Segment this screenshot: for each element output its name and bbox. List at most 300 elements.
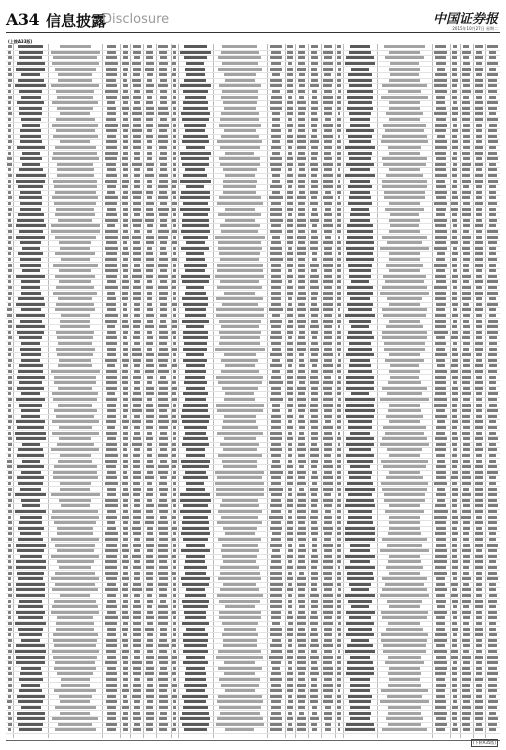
table-cell — [349, 196, 371, 199]
table-cell — [15, 510, 45, 513]
table-cell — [53, 639, 97, 642]
table-cell — [269, 381, 283, 384]
table-cell — [311, 577, 317, 580]
table-cell — [133, 269, 141, 272]
table-cell — [8, 129, 11, 132]
table-cell — [311, 678, 317, 681]
table-cell — [57, 174, 94, 177]
table-cell — [105, 219, 119, 222]
table-cell — [183, 605, 208, 608]
table-cell — [324, 538, 331, 541]
table-cell — [476, 196, 482, 199]
table-cell — [312, 471, 317, 474]
table-cell — [463, 544, 470, 547]
table-cell — [147, 129, 152, 132]
table-cell — [158, 370, 169, 373]
table-cell — [19, 51, 43, 54]
table-cell — [462, 112, 470, 115]
table-cell — [146, 689, 154, 692]
table-cell — [123, 684, 128, 687]
table-cell — [324, 336, 332, 339]
table-cell — [270, 247, 282, 250]
table-cell — [271, 426, 282, 429]
table-cell — [59, 426, 92, 429]
table-cell — [338, 252, 341, 255]
table-cell — [181, 415, 211, 418]
table-cell — [287, 678, 293, 681]
table-cell — [133, 84, 141, 87]
table-cell — [435, 230, 447, 233]
table-cell — [487, 544, 498, 547]
table-cell — [288, 364, 293, 367]
table-cell — [310, 376, 318, 379]
table-cell — [146, 706, 153, 709]
table-cell — [52, 650, 99, 653]
table-cell — [223, 101, 257, 104]
table-cell — [462, 336, 470, 339]
table-cell — [134, 706, 140, 709]
table-cell — [299, 488, 305, 491]
table-cell — [489, 376, 497, 379]
table-cell — [437, 499, 445, 502]
table-cell — [388, 381, 420, 384]
table-cell — [172, 656, 176, 659]
table-cell — [220, 146, 260, 149]
table-cell — [270, 504, 283, 507]
table-cell — [220, 336, 260, 339]
table-cell — [272, 174, 281, 177]
table-cell — [451, 583, 458, 586]
table-cell — [8, 437, 12, 440]
table-cell — [288, 560, 292, 563]
table-cell — [488, 644, 498, 647]
table-cell — [220, 504, 259, 507]
table-cell — [272, 549, 280, 552]
table-cell — [463, 555, 470, 558]
table-cell — [297, 695, 306, 698]
table-cell — [22, 163, 40, 166]
table-cell — [159, 62, 168, 65]
table-cell — [270, 107, 282, 110]
table-cell — [105, 566, 117, 569]
table-cell — [338, 650, 341, 653]
table-cell — [18, 252, 43, 255]
table-cell — [349, 157, 371, 160]
table-cell — [346, 387, 374, 390]
table-cell — [346, 611, 375, 614]
table-cell — [107, 45, 116, 48]
table-cell — [350, 689, 370, 692]
table-cell — [134, 723, 141, 726]
table-cell — [476, 236, 482, 239]
table-cell — [158, 140, 168, 143]
table-cell — [463, 96, 469, 99]
table-cell — [311, 269, 317, 272]
table-cell — [452, 387, 458, 390]
table-cell — [159, 292, 168, 295]
table-cell — [123, 348, 127, 351]
table-cell — [173, 437, 177, 440]
table-cell — [476, 331, 482, 334]
table-cell — [489, 348, 497, 351]
table-cell — [217, 264, 262, 267]
table-cell — [489, 712, 497, 715]
table-cell — [287, 415, 293, 418]
table-cell — [337, 499, 341, 502]
table-cell — [158, 555, 168, 558]
table-cell — [270, 471, 283, 474]
table-cell — [271, 499, 281, 502]
table-cell — [436, 678, 445, 681]
table-cell — [52, 62, 99, 65]
table-cell — [159, 129, 167, 132]
table-cell — [463, 583, 469, 586]
table-cell — [107, 392, 115, 395]
table-cell — [388, 409, 420, 412]
table-cell — [8, 331, 11, 334]
table-cell — [158, 286, 168, 289]
table-cell — [183, 101, 207, 104]
table-cell — [288, 493, 292, 496]
table-cell — [173, 308, 176, 311]
table-cell — [123, 448, 127, 451]
table-cell — [463, 633, 470, 636]
table-cell — [22, 460, 40, 463]
table-cell — [298, 549, 306, 552]
table-cell — [383, 644, 425, 647]
table-cell — [385, 129, 423, 132]
table-cell — [15, 650, 46, 653]
table-cell — [160, 628, 167, 631]
table-cell — [122, 292, 128, 295]
table-cell — [159, 191, 167, 194]
table-cell — [476, 684, 482, 687]
table-cell — [389, 353, 420, 356]
table-cell — [349, 342, 371, 345]
table-cell — [186, 656, 205, 659]
table-cell — [159, 684, 168, 687]
table-cell — [158, 124, 169, 127]
table-cell — [159, 51, 167, 54]
table-cell — [160, 252, 167, 255]
table-cell — [337, 538, 341, 541]
table-cell — [337, 129, 340, 132]
table-cell — [147, 96, 152, 99]
table-cell — [347, 230, 373, 233]
table-cell — [159, 700, 168, 703]
table-cell — [287, 359, 294, 362]
table-cell — [389, 516, 419, 519]
table-cell — [173, 56, 176, 59]
table-cell — [147, 594, 152, 597]
table-cell — [312, 482, 317, 485]
table-cell — [434, 51, 447, 54]
table-cell — [159, 297, 167, 300]
table-cell — [222, 387, 258, 390]
table-cell — [435, 566, 446, 569]
table-cell — [56, 628, 94, 631]
table-cell — [105, 236, 118, 239]
table-cell — [220, 280, 259, 283]
table-cell — [435, 45, 446, 48]
table-cell — [487, 236, 497, 239]
table-cell — [310, 84, 319, 87]
table-cell — [55, 728, 96, 731]
table-cell — [487, 118, 497, 121]
table-cell — [270, 230, 282, 233]
table-cell — [147, 684, 153, 687]
table-cell — [133, 124, 142, 127]
table-cell — [288, 639, 292, 642]
table-cell — [172, 538, 176, 541]
table-cell — [56, 622, 94, 625]
table-cell — [345, 555, 376, 558]
table-cell — [452, 398, 458, 401]
table-cell — [147, 443, 152, 446]
table-cell — [381, 633, 428, 636]
table-cell — [287, 51, 292, 54]
table-cell — [287, 656, 293, 659]
table-cell — [384, 191, 425, 194]
table-cell — [8, 303, 11, 306]
table-cell — [463, 437, 470, 440]
table-cell — [173, 146, 176, 149]
table-cell — [389, 51, 419, 54]
table-cell — [184, 342, 207, 345]
table-cell — [288, 443, 292, 446]
table-cell — [338, 728, 341, 731]
table-cell — [475, 387, 482, 390]
table-cell — [452, 303, 458, 306]
table-cell — [452, 331, 458, 334]
table-cell — [8, 656, 11, 659]
table-cell — [488, 717, 498, 720]
table-cell — [435, 387, 446, 390]
table-cell — [217, 717, 264, 720]
table-cell — [16, 303, 45, 306]
table-cell — [346, 129, 375, 132]
table-cell — [8, 68, 12, 71]
table-cell — [19, 196, 42, 199]
table-cell — [133, 208, 140, 211]
table-cell — [385, 56, 423, 59]
table-cell — [382, 331, 428, 334]
table-cell — [298, 476, 305, 479]
table-cell — [311, 510, 318, 513]
table-cell — [216, 493, 264, 496]
table-cell — [453, 308, 457, 311]
table-cell — [217, 286, 262, 289]
table-cell — [8, 51, 11, 54]
table-cell — [58, 219, 93, 222]
table-cell — [287, 219, 293, 222]
table-cell — [324, 129, 332, 132]
table-cell — [107, 325, 115, 328]
table-cell — [453, 723, 457, 726]
table-cell — [181, 577, 210, 580]
table-cell — [17, 376, 45, 379]
table-cell — [435, 353, 447, 356]
table-cell — [389, 667, 420, 670]
table-cell — [287, 107, 294, 110]
table-cell — [147, 622, 153, 625]
table-cell — [453, 45, 457, 48]
table-cell — [107, 191, 115, 194]
table-cell — [51, 516, 99, 519]
table-cell — [185, 672, 206, 675]
table-cell — [463, 387, 470, 390]
table-cell — [183, 303, 208, 306]
table-cell — [107, 168, 116, 171]
table-cell — [475, 163, 484, 166]
table-cell — [463, 135, 470, 138]
table-cell — [310, 689, 318, 692]
table-cell — [223, 527, 256, 530]
table-cell — [172, 381, 176, 384]
table-cell — [58, 79, 92, 82]
table-cell — [489, 594, 497, 597]
table-cell — [173, 616, 176, 619]
table-cell — [452, 415, 456, 418]
table-cell — [133, 667, 141, 670]
table-cell — [106, 118, 116, 121]
table-cell — [436, 213, 445, 216]
table-cell — [60, 700, 91, 703]
table-cell — [105, 202, 117, 205]
table-cell — [436, 695, 445, 698]
table-cell — [383, 275, 426, 278]
table-cell — [463, 224, 470, 227]
table-cell — [159, 695, 168, 698]
table-cell — [219, 157, 260, 160]
table-cell — [147, 320, 153, 323]
table-cell — [475, 426, 483, 429]
table-cell — [311, 68, 317, 71]
table-cell — [122, 689, 128, 692]
table-cell — [475, 678, 483, 681]
table-cell — [337, 510, 341, 513]
table-cell — [272, 180, 280, 183]
table-cell — [122, 107, 128, 110]
table-cell — [323, 482, 334, 485]
table-cell — [134, 650, 141, 653]
table-cell — [436, 717, 446, 720]
table-cell — [487, 672, 497, 675]
table-cell — [220, 712, 260, 715]
table-cell — [452, 628, 458, 631]
table-cell — [270, 577, 282, 580]
table-cell — [123, 101, 128, 104]
table-cell — [132, 275, 141, 278]
table-cell — [146, 667, 154, 670]
table-cell — [311, 443, 317, 446]
table-cell — [183, 331, 207, 334]
table-cell — [172, 527, 176, 530]
table-cell — [452, 600, 458, 603]
table-cell — [389, 219, 420, 222]
table-cell — [349, 51, 371, 54]
table-cell — [159, 639, 167, 642]
table-cell — [270, 157, 282, 160]
table-cell — [462, 689, 470, 692]
table-cell — [134, 426, 140, 429]
table-cell — [436, 493, 446, 496]
table-cell — [270, 437, 281, 440]
table-cell — [324, 454, 331, 457]
table-cell — [436, 628, 445, 631]
table-cell — [350, 678, 370, 681]
table-cell — [346, 241, 375, 244]
table-cell — [436, 62, 446, 65]
table-cell — [298, 325, 306, 328]
table-cell — [436, 527, 446, 530]
table-cell — [272, 404, 280, 407]
table-cell — [173, 471, 177, 474]
table-cell — [462, 600, 471, 603]
table-cell — [159, 387, 168, 390]
table-cell — [173, 712, 176, 715]
table-cell — [8, 549, 12, 552]
table-cell — [107, 583, 116, 586]
table-cell — [57, 96, 93, 99]
table-cell — [158, 616, 168, 619]
table-cell — [347, 292, 372, 295]
table-cell — [311, 611, 317, 614]
table-cell — [159, 426, 168, 429]
table-cell — [476, 583, 483, 586]
table-cell — [463, 140, 470, 143]
table-cell — [390, 376, 420, 379]
table-cell — [298, 611, 305, 614]
table-cell — [489, 454, 496, 457]
table-cell — [476, 432, 481, 435]
table-cell — [180, 499, 211, 502]
table-cell — [173, 269, 176, 272]
table-cell — [323, 476, 333, 479]
table-cell — [488, 286, 497, 289]
table-cell — [311, 331, 317, 334]
table-cell — [173, 252, 176, 255]
table-cell — [8, 706, 11, 709]
table-cell — [337, 712, 342, 715]
table-cell — [160, 202, 167, 205]
table-cell — [51, 493, 100, 496]
table-cell — [349, 616, 371, 619]
table-cell — [146, 409, 154, 412]
table-cell — [134, 180, 140, 183]
table-cell — [123, 90, 129, 93]
table-cell — [475, 605, 483, 608]
table-cell — [462, 73, 470, 76]
table-cell — [312, 258, 317, 261]
table-cell — [380, 594, 429, 597]
table-cell — [172, 695, 176, 698]
table-cell — [123, 488, 128, 491]
table-cell — [489, 695, 496, 698]
table-cell — [147, 381, 153, 384]
table-cell — [452, 191, 457, 194]
table-cell — [463, 157, 470, 160]
table-cell — [270, 544, 281, 547]
table-cell — [476, 572, 481, 575]
table-cell — [287, 308, 294, 311]
table-cell — [382, 728, 427, 731]
table-cell — [8, 661, 12, 664]
table-cell — [463, 252, 470, 255]
table-cell — [160, 476, 167, 479]
table-cell — [8, 454, 11, 457]
table-cell — [462, 381, 470, 384]
